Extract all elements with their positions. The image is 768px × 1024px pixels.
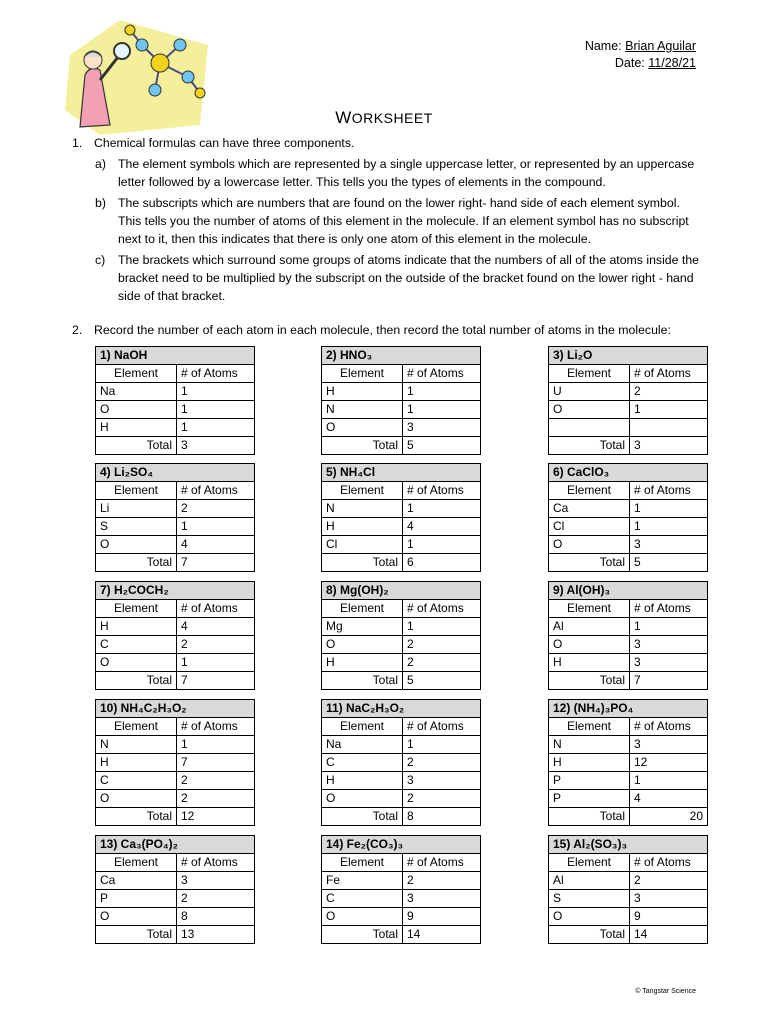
element-header: Element xyxy=(96,365,177,383)
molecule-table xyxy=(548,581,708,690)
total-value: 6 xyxy=(403,554,481,572)
name-value: Brian Aguilar xyxy=(625,39,696,53)
atoms-cell: 2 xyxy=(177,636,255,654)
element-cell: H xyxy=(549,654,630,672)
element-cell: O xyxy=(322,636,403,654)
element-cell: C xyxy=(96,772,177,790)
atoms-cell: 3 xyxy=(177,872,255,890)
atoms-header: # of Atoms xyxy=(630,365,708,383)
table-row xyxy=(96,790,255,808)
element-cell: O xyxy=(96,401,177,419)
element-cell: Cl xyxy=(549,518,630,536)
element-cell: H xyxy=(322,518,403,536)
atoms-cell: 9 xyxy=(403,908,481,926)
total-label: Total xyxy=(549,926,630,944)
molecule-table xyxy=(321,463,481,572)
element-cell: Al xyxy=(549,872,630,890)
question-text: Chemical formulas can have three components. xyxy=(94,136,355,150)
element-header: Element xyxy=(549,482,630,500)
table-row xyxy=(322,401,481,419)
atoms-cell: 1 xyxy=(630,518,708,536)
table-row xyxy=(322,419,481,437)
atoms-cell: 2 xyxy=(177,772,255,790)
atoms-cell: 4 xyxy=(630,790,708,808)
molecule-table xyxy=(95,581,255,690)
question-number: 1. xyxy=(72,136,83,150)
total-value: 8 xyxy=(403,808,481,826)
table-row xyxy=(549,636,708,654)
atoms-cell: 2 xyxy=(630,872,708,890)
total-value: 3 xyxy=(630,437,708,455)
atoms-cell: 12 xyxy=(630,754,708,772)
table-row xyxy=(549,518,708,536)
table-row xyxy=(322,754,481,772)
atoms-header: # of Atoms xyxy=(177,718,255,736)
total-value: 3 xyxy=(177,437,255,455)
molecule-title: 2) HNO₃ xyxy=(322,347,481,365)
atoms-cell: 3 xyxy=(403,890,481,908)
element-cell: Al xyxy=(549,618,630,636)
total-value: 7 xyxy=(177,672,255,690)
atoms-cell: 7 xyxy=(177,754,255,772)
page-title: WORKSHEET xyxy=(335,108,433,127)
atoms-cell: 1 xyxy=(403,401,481,419)
table-row xyxy=(549,654,708,672)
table-row xyxy=(322,636,481,654)
element-cell: P xyxy=(549,772,630,790)
element-cell: N xyxy=(322,500,403,518)
table-row xyxy=(96,618,255,636)
element-cell: N xyxy=(322,401,403,419)
molecule-table xyxy=(321,699,481,826)
atoms-header: # of Atoms xyxy=(403,718,481,736)
atoms-cell: 2 xyxy=(177,890,255,908)
molecule-table xyxy=(548,835,708,944)
total-value: 20 xyxy=(630,808,708,826)
total-label: Total xyxy=(549,437,630,455)
atoms-cell: 1 xyxy=(403,736,481,754)
total-label: Total xyxy=(322,554,403,572)
atoms-cell: 4 xyxy=(403,518,481,536)
molecule-table xyxy=(95,346,255,455)
total-value: 7 xyxy=(177,554,255,572)
atoms-cell: 4 xyxy=(177,536,255,554)
table-row xyxy=(96,401,255,419)
element-cell: Na xyxy=(96,383,177,401)
molecule-table xyxy=(321,346,481,455)
total-label: Total xyxy=(96,437,177,455)
atoms-header: # of Atoms xyxy=(630,600,708,618)
table-row xyxy=(96,419,255,437)
question-2 xyxy=(72,321,702,339)
atoms-header: # of Atoms xyxy=(403,365,481,383)
table-row xyxy=(96,536,255,554)
table-row xyxy=(96,908,255,926)
atoms-cell: 3 xyxy=(403,772,481,790)
atoms-cell: 1 xyxy=(630,772,708,790)
element-cell: H xyxy=(96,618,177,636)
molecule-table xyxy=(321,581,481,690)
atoms-cell: 2 xyxy=(403,872,481,890)
table-row xyxy=(96,636,255,654)
total-label: Total xyxy=(549,808,630,826)
table-row xyxy=(96,518,255,536)
molecule-title: 15) Al₂(SO₃)₃ xyxy=(549,836,708,854)
element-cell: H xyxy=(549,754,630,772)
element-cell: Ca xyxy=(96,872,177,890)
molecule-table xyxy=(548,699,708,826)
element-cell: O xyxy=(322,908,403,926)
table-row xyxy=(549,736,708,754)
table-row xyxy=(96,754,255,772)
element-cell: Ca xyxy=(549,500,630,518)
element-cell: S xyxy=(96,518,177,536)
table-row xyxy=(549,754,708,772)
table-row xyxy=(322,518,481,536)
atoms-header: # of Atoms xyxy=(177,854,255,872)
atoms-cell: 2 xyxy=(403,790,481,808)
total-label: Total xyxy=(322,437,403,455)
molecule-title: 14) Fe₂(CO₃)₃ xyxy=(322,836,481,854)
element-cell: Fe xyxy=(322,872,403,890)
table-row xyxy=(96,772,255,790)
molecule-title: 1) NaOH xyxy=(96,347,255,365)
element-header: Element xyxy=(96,854,177,872)
question-1-item-a: a) The element symbols which are represented by a single uppercase letter, or represented by an uppercase letter followed by a lowercase letter. This tells you the types of elements in the compound. xyxy=(95,157,695,189)
element-cell: S xyxy=(549,890,630,908)
element-cell: P xyxy=(549,790,630,808)
element-cell: C xyxy=(96,636,177,654)
table-row xyxy=(549,872,708,890)
atoms-cell: 4 xyxy=(177,618,255,636)
total-label: Total xyxy=(549,672,630,690)
total-value: 5 xyxy=(403,672,481,690)
atoms-cell: 1 xyxy=(403,618,481,636)
element-header: Element xyxy=(322,365,403,383)
total-value: 5 xyxy=(630,554,708,572)
atoms-header: # of Atoms xyxy=(177,365,255,383)
atoms-cell: 1 xyxy=(403,383,481,401)
element-header: Element xyxy=(96,600,177,618)
molecule-title: 7) H₂COCH₂ xyxy=(96,582,255,600)
element-header: Element xyxy=(549,600,630,618)
element-cell: N xyxy=(96,736,177,754)
atoms-cell: 1 xyxy=(177,654,255,672)
total-label: Total xyxy=(96,672,177,690)
atoms-cell: 3 xyxy=(630,736,708,754)
table-row xyxy=(549,908,708,926)
total-label: Total xyxy=(322,808,403,826)
table-row xyxy=(96,736,255,754)
total-label: Total xyxy=(549,554,630,572)
table-row xyxy=(322,536,481,554)
table-row xyxy=(549,500,708,518)
table-row xyxy=(549,401,708,419)
molecule-title: 5) NH₄Cl xyxy=(322,464,481,482)
atoms-cell: 3 xyxy=(403,419,481,437)
total-value: 13 xyxy=(177,926,255,944)
molecule-title: 8) Mg(OH)₂ xyxy=(322,582,481,600)
table-row xyxy=(322,618,481,636)
element-header: Element xyxy=(322,482,403,500)
table-row xyxy=(549,790,708,808)
atoms-cell: 2 xyxy=(403,754,481,772)
total-value: 14 xyxy=(630,926,708,944)
table-row xyxy=(322,772,481,790)
atoms-cell: 3 xyxy=(630,636,708,654)
table-row xyxy=(96,500,255,518)
date-label: Date: xyxy=(614,56,645,70)
table-row xyxy=(549,772,708,790)
table-row xyxy=(96,890,255,908)
atoms-cell: 1 xyxy=(177,401,255,419)
element-header: Element xyxy=(96,718,177,736)
atoms-cell: 1 xyxy=(630,500,708,518)
atoms-cell: 3 xyxy=(630,536,708,554)
total-value: 7 xyxy=(630,672,708,690)
question-text: Record the number of each atom in each molecule, then record the total number of atoms in the molecule: xyxy=(94,323,671,337)
atoms-cell: 2 xyxy=(403,636,481,654)
total-value: 14 xyxy=(403,926,481,944)
molecule-table xyxy=(95,699,255,826)
element-cell: O xyxy=(549,908,630,926)
table-row xyxy=(549,536,708,554)
student-info xyxy=(585,38,696,72)
element-cell: O xyxy=(96,536,177,554)
molecule-title: 4) Li₂SO₄ xyxy=(96,464,255,482)
question-1 xyxy=(72,134,702,152)
atoms-cell: 1 xyxy=(177,419,255,437)
molecule-title: 10) NH₄C₂H₃O₂ xyxy=(96,700,255,718)
element-header: Element xyxy=(322,718,403,736)
element-cell: O xyxy=(549,401,630,419)
element-header: Element xyxy=(322,600,403,618)
element-cell: O xyxy=(322,419,403,437)
element-cell: O xyxy=(96,908,177,926)
atoms-header: # of Atoms xyxy=(177,482,255,500)
atoms-cell: 8 xyxy=(177,908,255,926)
element-cell: Li xyxy=(96,500,177,518)
table-row xyxy=(549,419,708,437)
element-cell: C xyxy=(322,890,403,908)
atom-count-tables xyxy=(95,346,715,956)
table-row xyxy=(96,872,255,890)
question-number: 2. xyxy=(72,323,83,337)
molecule-table xyxy=(95,835,255,944)
atoms-cell: 1 xyxy=(403,536,481,554)
molecule-table xyxy=(321,835,481,944)
atoms-cell: 1 xyxy=(630,618,708,636)
element-cell: U xyxy=(549,383,630,401)
atoms-cell: 9 xyxy=(630,908,708,926)
table-row xyxy=(322,654,481,672)
table-row xyxy=(322,500,481,518)
atoms-header: # of Atoms xyxy=(403,854,481,872)
total-label: Total xyxy=(96,808,177,826)
atoms-cell: 1 xyxy=(403,500,481,518)
molecule-title: 3) Li₂O xyxy=(549,347,708,365)
element-cell xyxy=(549,419,630,437)
table-row xyxy=(549,383,708,401)
element-cell: O xyxy=(549,636,630,654)
table-row xyxy=(322,890,481,908)
total-value: 12 xyxy=(177,808,255,826)
element-cell: Cl xyxy=(322,536,403,554)
atoms-header: # of Atoms xyxy=(630,718,708,736)
element-cell: H xyxy=(322,772,403,790)
element-cell: N xyxy=(549,736,630,754)
table-row xyxy=(322,736,481,754)
element-cell: H xyxy=(96,754,177,772)
atoms-cell: 2 xyxy=(403,654,481,672)
molecule-table xyxy=(548,346,708,455)
atoms-cell: 3 xyxy=(630,890,708,908)
element-header: Element xyxy=(322,854,403,872)
table-row xyxy=(322,383,481,401)
element-cell: O xyxy=(96,790,177,808)
element-cell: P xyxy=(96,890,177,908)
element-header: Element xyxy=(549,365,630,383)
element-cell: O xyxy=(549,536,630,554)
atoms-cell: 1 xyxy=(177,736,255,754)
table-row xyxy=(322,790,481,808)
element-cell: H xyxy=(96,419,177,437)
element-header: Element xyxy=(549,854,630,872)
element-cell: O xyxy=(96,654,177,672)
atoms-header: # of Atoms xyxy=(403,600,481,618)
name-label: Name: xyxy=(584,39,622,53)
atoms-cell: 2 xyxy=(630,383,708,401)
element-cell: Mg xyxy=(322,618,403,636)
element-cell: H xyxy=(322,383,403,401)
atoms-cell: 2 xyxy=(177,790,255,808)
total-label: Total xyxy=(322,672,403,690)
copyright: © Tangstar Science xyxy=(635,988,696,995)
table-row xyxy=(549,890,708,908)
atoms-header: # of Atoms xyxy=(630,854,708,872)
element-cell: C xyxy=(322,754,403,772)
atoms-header: # of Atoms xyxy=(630,482,708,500)
molecule-table xyxy=(95,463,255,572)
atoms-cell: 1 xyxy=(630,401,708,419)
date-value: 11/28/21 xyxy=(648,56,696,70)
atoms-cell xyxy=(630,419,708,437)
element-header: Element xyxy=(549,718,630,736)
total-label: Total xyxy=(96,926,177,944)
atoms-cell: 1 xyxy=(177,383,255,401)
table-row xyxy=(96,654,255,672)
element-cell: H xyxy=(322,654,403,672)
atoms-cell: 3 xyxy=(630,654,708,672)
molecule-title: 12) (NH₄)₃PO₄ xyxy=(549,700,708,718)
element-cell: Na xyxy=(322,736,403,754)
total-label: Total xyxy=(96,554,177,572)
molecule-title: 13) Ca₃(PO₄)₂ xyxy=(96,836,255,854)
total-label: Total xyxy=(322,926,403,944)
molecule-title: 11) NaC₂H₃O₂ xyxy=(322,700,481,718)
atoms-cell: 2 xyxy=(177,500,255,518)
total-value: 5 xyxy=(403,437,481,455)
table-row xyxy=(96,383,255,401)
molecule-table xyxy=(548,463,708,572)
question-1-item-c: c) The brackets which surround some groups of atoms indicate that the numbers of all of the atoms inside the bracket need to be multiplied by the subscript on the outside of the bracket found on the lower right - hand side of that bracket. xyxy=(95,253,699,303)
instructions xyxy=(72,134,702,339)
table-row xyxy=(322,872,481,890)
question-1-item-b: b) The subscripts which are numbers that are found on the lower right- hand side of each element symbol. This tells you the number of atoms of this element in the molecule. If an element symbol has no subscript next to it, then this indicates that there is only one atom of this element in the molecule. xyxy=(95,196,689,246)
atoms-header: # of Atoms xyxy=(177,600,255,618)
table-row xyxy=(322,908,481,926)
molecule-title: 9) Al(OH)₃ xyxy=(549,582,708,600)
table-row xyxy=(549,618,708,636)
atoms-cell: 1 xyxy=(177,518,255,536)
element-header: Element xyxy=(96,482,177,500)
molecule-title: 6) CaClO₃ xyxy=(549,464,708,482)
atoms-header: # of Atoms xyxy=(403,482,481,500)
element-cell: O xyxy=(322,790,403,808)
